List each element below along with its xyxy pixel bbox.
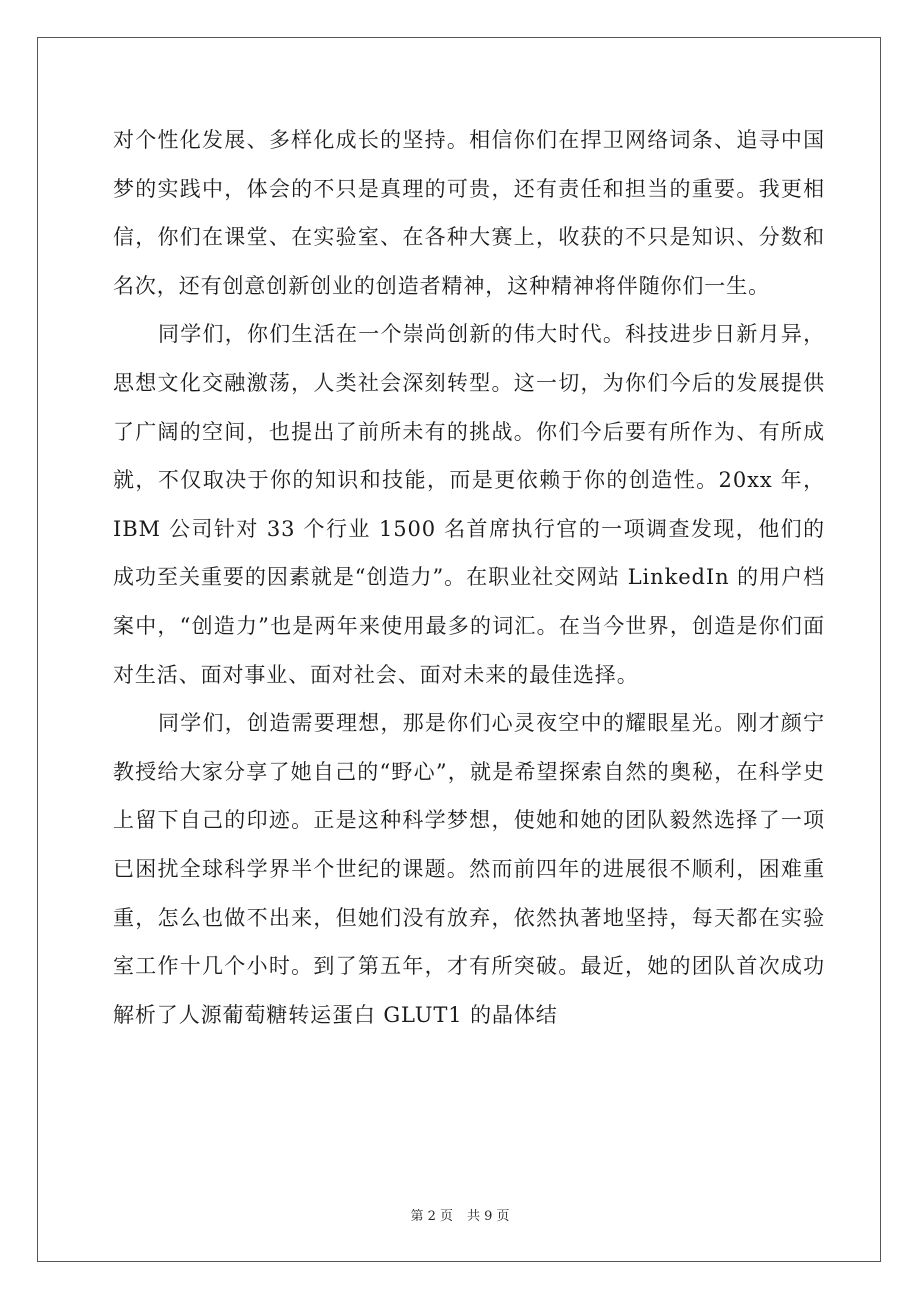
- page-number: 第 2 页: [410, 1209, 453, 1224]
- document-body: [113, 116, 825, 1039]
- paragraph-2: 同学们，你们生活在一个崇尚创新的伟大时代。科技进步日新月异，思想文化交融激荡，人类社会深刻转型。这一切，为你们今后的发展提供了广阔的空间，也提出了前所未有的挑战。你们今后要有所作为、有所成就，不仅取决于你的知识和技能，而是更依赖于你的创造性。20xx 年，IBM 公司针对 33 个行业 1500 名首席执行官的一项调查发现，他们的成功至关重要的因素就是“创造力”。在职业社交网站 LinkedIn 的用户档案中，“创造力”也是两年来使用最多的词汇。在当今世界，创造是你们面对生活、面对事业、面对社会、面对未来的最佳选择。: [113, 322, 825, 687]
- paragraph-3: 同学们，创造需要理想，那是你们心灵夜空中的耀眼星光。刚才颜宁教授给大家分享了她自己的“野心”，就是希望探索自然的奥秘，在科学史上留下自己的印迹。正是这种科学梦想，使她和她的团队毅然选择了一项已困扰全球科学界半个世纪的课题。然而前四年的进展很不顺利，困难重重，怎么也做不出来，但她们没有放弃，依然执著地坚持，每天都在实验室工作十几个小时。到了第五年，才有所突破。最近，她的团队首次成功解析了人源葡萄糖转运蛋白 GLUT1 的晶体结: [113, 711, 825, 1027]
- paragraph-1: 对个性化发展、多样化成长的坚持。相信你们在捍卫网络词条、追寻中国梦的实践中，体会的不只是真理的可贵，还有责任和担当的重要。我更相信，你们在课堂、在实验室、在各种大赛上，收获的不只是知识、分数和名次，还有创意创新创业的创造者精神，这种精神将伴随你们一生。: [113, 128, 825, 298]
- page-total: 共 9 页: [467, 1209, 510, 1224]
- page-footer: [0, 1205, 920, 1224]
